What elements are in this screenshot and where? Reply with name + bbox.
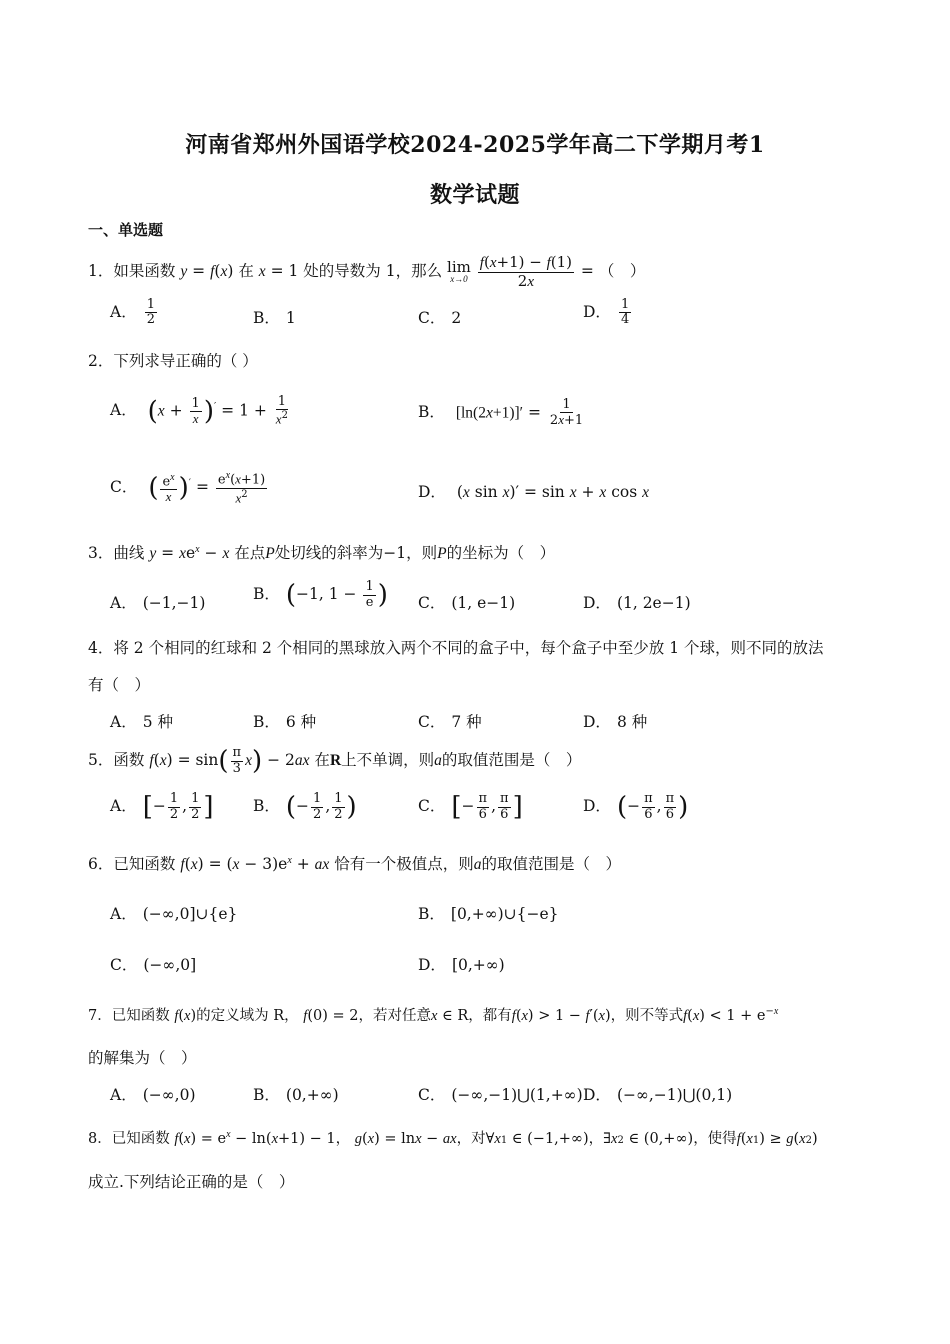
q1-option-a[interactable]: A． $\frac{1}{2}$ [110,297,155,328]
question-7-stem: 7．已知函数 f(x)的定义域为 R， f(0) = 2，若对任意x ∈ R，都有f(x) > 1 − f′(x)，则不等式$f(x) < 1 + e^{-x}$ [88,1006,779,1024]
question-6-stem: 6．已知函数 $f(x) = (x - 3)e^x$ + ax 恰有一个极值点，则a的取值范围是（ ） [88,854,622,873]
exam-subtitle: 数学试题 [429,182,520,208]
q2-option-d[interactable]: D． (x sin x)′ = sin x + x cos x [418,483,650,501]
q7-option-a[interactable]: A． (−∞,0) [110,1086,196,1104]
q6-option-b[interactable]: B． [0,+∞)∪{−e} [418,905,559,923]
q5-option-c[interactable]: C． [− $\frac{\pi}{6}$ , $\frac{\pi}{6}$ ] [418,791,523,822]
q3-option-d[interactable]: D． (1, 2e−1) [583,594,691,612]
question-2-stem: 2．下列求导正确的（ ） [88,352,258,370]
q4-option-a[interactable]: A． 5 种 [110,713,173,731]
question-3-stem: 3．曲线 $y = xe^x - x$ 在点P处切线的斜率为−1，则P的坐标为（ ） [88,543,556,562]
q1-option-c[interactable]: C． 2 [418,309,462,327]
q2-option-c[interactable]: C． ( $\frac{e^x}{x}$ )′ = $\frac{e^x(x+1)}{x^2}$ [110,470,266,505]
question-5-stem: 5．函数 f(x) = sin( $\frac{\pi}{3}$ x) − 2ax 在R上不单调，则a的取值范围是（ ） [88,745,582,776]
question-4-stem-cont: 有（ ） [88,676,151,694]
q1-option-d[interactable]: D． $\frac{1}{4}$ [583,297,630,328]
question-7-stem-cont: 的解集为（ ） [88,1049,197,1067]
section-heading-single-choice: 一、单选题 [88,221,164,239]
q6-option-c[interactable]: C． (−∞,0] [110,956,197,974]
q6-option-a[interactable]: A． (−∞,0]∪{e} [110,905,238,923]
q3-option-c[interactable]: C． (1, e−1) [418,594,516,612]
q7-option-d[interactable]: D． (−∞,−1)⋃(0,1) [583,1086,733,1104]
question-8-stem-cont: 成立.下列结论正确的是（ ） [88,1173,295,1191]
q5-option-d[interactable]: D． (− $\frac{\pi}{6}$ , $\frac{\pi}{6}$ ) [583,791,689,822]
q5-option-b[interactable]: B． (− $\frac{1}{2}$ , $\frac{1}{2}$ ) [253,791,357,822]
q4-option-c[interactable]: C． 7 种 [418,713,482,731]
question-4-stem: 4．将 2 个相同的红球和 2 个相同的黑球放入两个不同的盒子中，每个盒子中至少放 1 个球，则不同的放法 [88,639,824,657]
q6-option-d[interactable]: D． [0,+∞) [418,956,505,974]
question-1-stem: 1．如果函数 y = f(x) 在 x = 1 处的导数为 1，那么 lim x→0 $\frac{f(x+1) - f(1)}{2x}$ = （ ） [88,253,646,290]
q3-option-b[interactable]: B． (−1, 1 − $\frac{1}{e}$ ) [253,579,388,610]
q4-option-d[interactable]: D． 8 种 [583,713,648,731]
question-8-stem: 8．已知函数 $f(x) = e^x - \ln(x+1) - 1$， g(x) = lnx − ax，对∀x1 ∈ (−1,+∞)，∃x2 ∈ (0,+∞)，使得f(x1) ≥ g(x2) [88,1129,818,1147]
q7-option-b[interactable]: B． (0,+∞) [253,1086,339,1104]
q3-option-a[interactable]: A． (−1,−1) [110,594,206,612]
q2-option-a[interactable]: A． (x + $\frac{1}{x}$ )′ = 1 + $\frac{1}{x^2}$ [110,394,288,427]
q2-option-b[interactable]: B． [ln(2x+1)]′ = $\frac{1}{2x+1}$ [418,397,584,429]
exam-title: 河南省郑州外国语学校2024-2025学年高二下学期月考1 [185,132,765,158]
q7-option-c[interactable]: C． (−∞,−1)⋃(1,+∞) [418,1086,583,1104]
q5-option-a[interactable]: A． [− $\frac{1}{2}$ , $\frac{1}{2}$ ] [110,791,214,822]
q1-option-b[interactable]: B． 1 [253,309,296,327]
q4-option-b[interactable]: B． 6 种 [253,713,317,731]
